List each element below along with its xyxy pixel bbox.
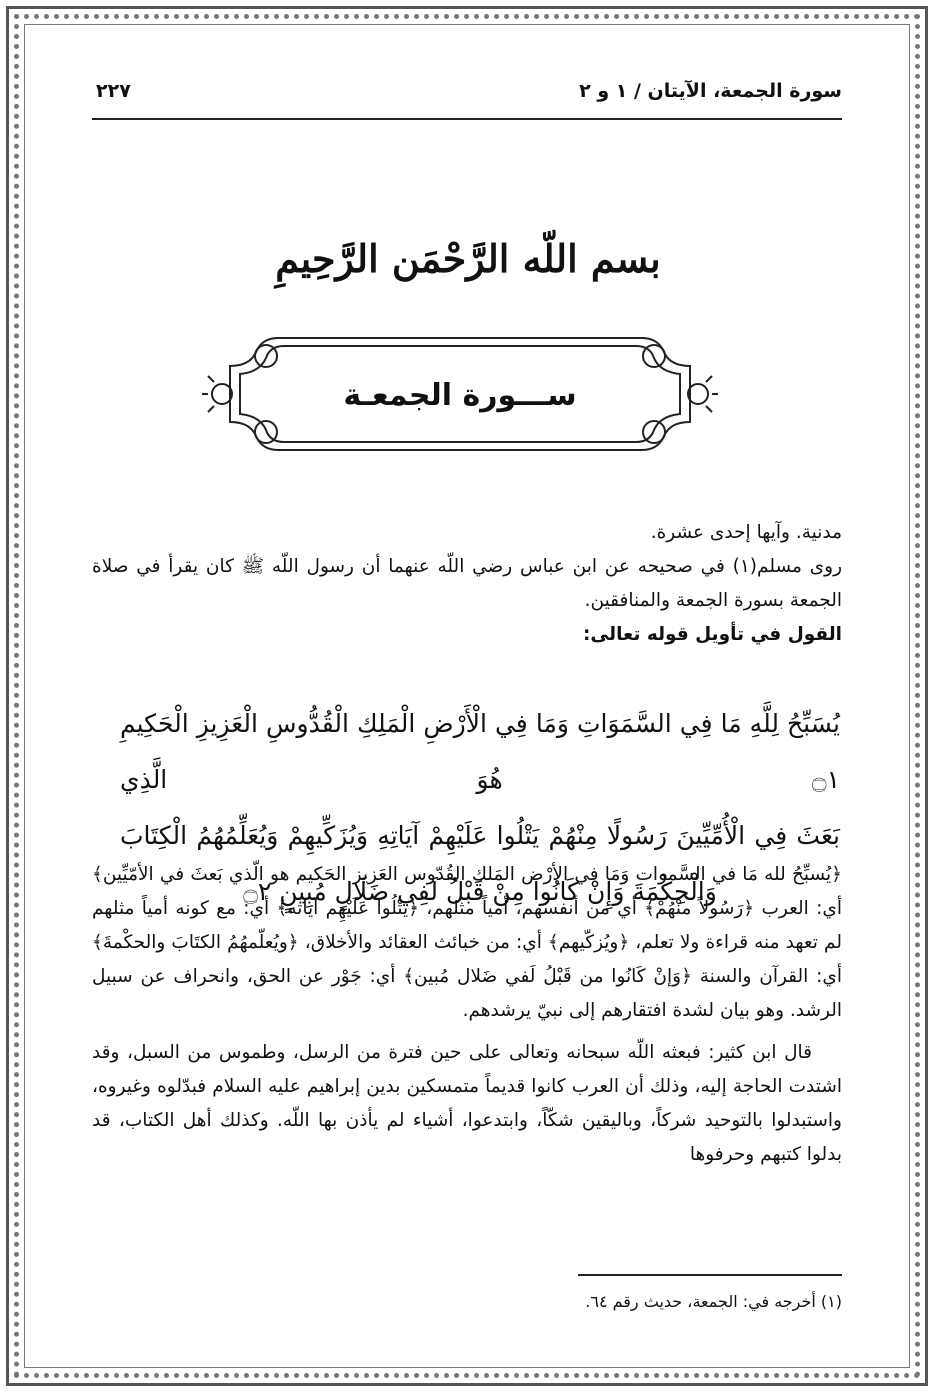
surah-title: ســـورة الجمعـة (343, 378, 577, 413)
surah-info: مدنية. وآيها إحدى عشرة. (650, 522, 842, 543)
quran-verse-line: يُسَبِّحُ لِلَّهِ مَا فِي السَّمَوَاتِ وَمَا فِي الْأَرْضِ الْمَلِكِ الْقُدُّوسِ الْعَزِيزِ الْحَكِيمِ ۝١ هُوَ الَّذِي (120, 709, 840, 794)
quran-verse-line: بَعَثَ فِي الْأُمِّيِّينَ رَسُولًا مِنْهُمْ يَتْلُوا عَلَيْهِمْ آيَاتِهِ وَيُزَكِّيهِمْ وَيُعَلِّمُهُمُ الْكِتَابَ (120, 821, 840, 850)
tafsir-section (92, 858, 842, 1172)
intro-section (92, 516, 842, 652)
tafsir-paragraph: قال ابن كثير: فبعثه اللّه سبحانه وتعالى على حين فترة من الرسل، وطموس من السبل، وقد اشتدت الحاجة إليه، وذلك أن العرب كانوا قديماً متمسكين بدين إبراهيم عليه السلام فبدّلوه وغيروه، واستبدلوا بالتوحيد شركاً، وباليقين شكّاً، وابتدعوا، أشياء لم يأذن بها اللّه. وكذلك أهل الكتاب، قد بدلوا كتبهم وحرفوها (92, 1042, 842, 1165)
hadith-text: روى مسلم(١) في صحيحه عن ابن عباس رضي اللّه عنهما أن رسول اللّه ﷺ كان يقرأ في صلاة الجمعة بسورة الجمعة والمنافقين. (92, 556, 843, 611)
surah-title-cartouche (200, 326, 720, 462)
running-header (92, 78, 842, 120)
quran-verse-line: وَالْحِكْمَةَ وَإِنْ كَانُوا مِنْ قَبْلُ لَفِي ضَلَالٍ مُبِينٍ ۝٢ (243, 877, 717, 906)
footnote: (١) أخرجه في: الجمعة، حديث رقم ٦٤. (585, 1292, 842, 1311)
tafsir-paragraph: ﴿يُسبِّحُ لله مَا في السَّموات وَمَا في الأرْض المَلك القُدّوس العَزيز الحَكيم هو الّذي بَعثَ في الأمّيِّين﴾ أي: العرب ﴿رَسُولاً منْهُمْ﴾ أي من أنفسهم، أمياً مثلهم، ﴿يتْلُوا عَلَيْهِم آياته﴾ أي: مع كونه أمياً مثلهم لم تعهد منه قراءة ولا تعلم، ﴿ويُزكّيهم﴾ أي: من خبائث العقائد والأخلاق، ﴿ويُعلّمهُمُ الكتَابَ والحكْمةَ﴾ أي: القرآن والسنة ﴿وَإنْ كَانُوا من قَبْلُ لَفي ضَلال مُبين﴾ أي: جَوْر عن الحق، وانحراف عن سبيل الرشد. وهو بيان لشدة افتقارهم إلى نبيّ يرشدهم. (92, 864, 842, 1021)
footnote-divider (578, 1274, 842, 1276)
section-heading: القول في تأويل قوله تعالى: (583, 624, 842, 645)
header-title: سورة الجمعة، الآيتان / ١ و ٢ (579, 80, 842, 102)
page-number: ٢٢٧ (96, 80, 131, 102)
basmala: بسم اللّه الرَّحْمَن الرَّحِيمِ (275, 236, 661, 281)
